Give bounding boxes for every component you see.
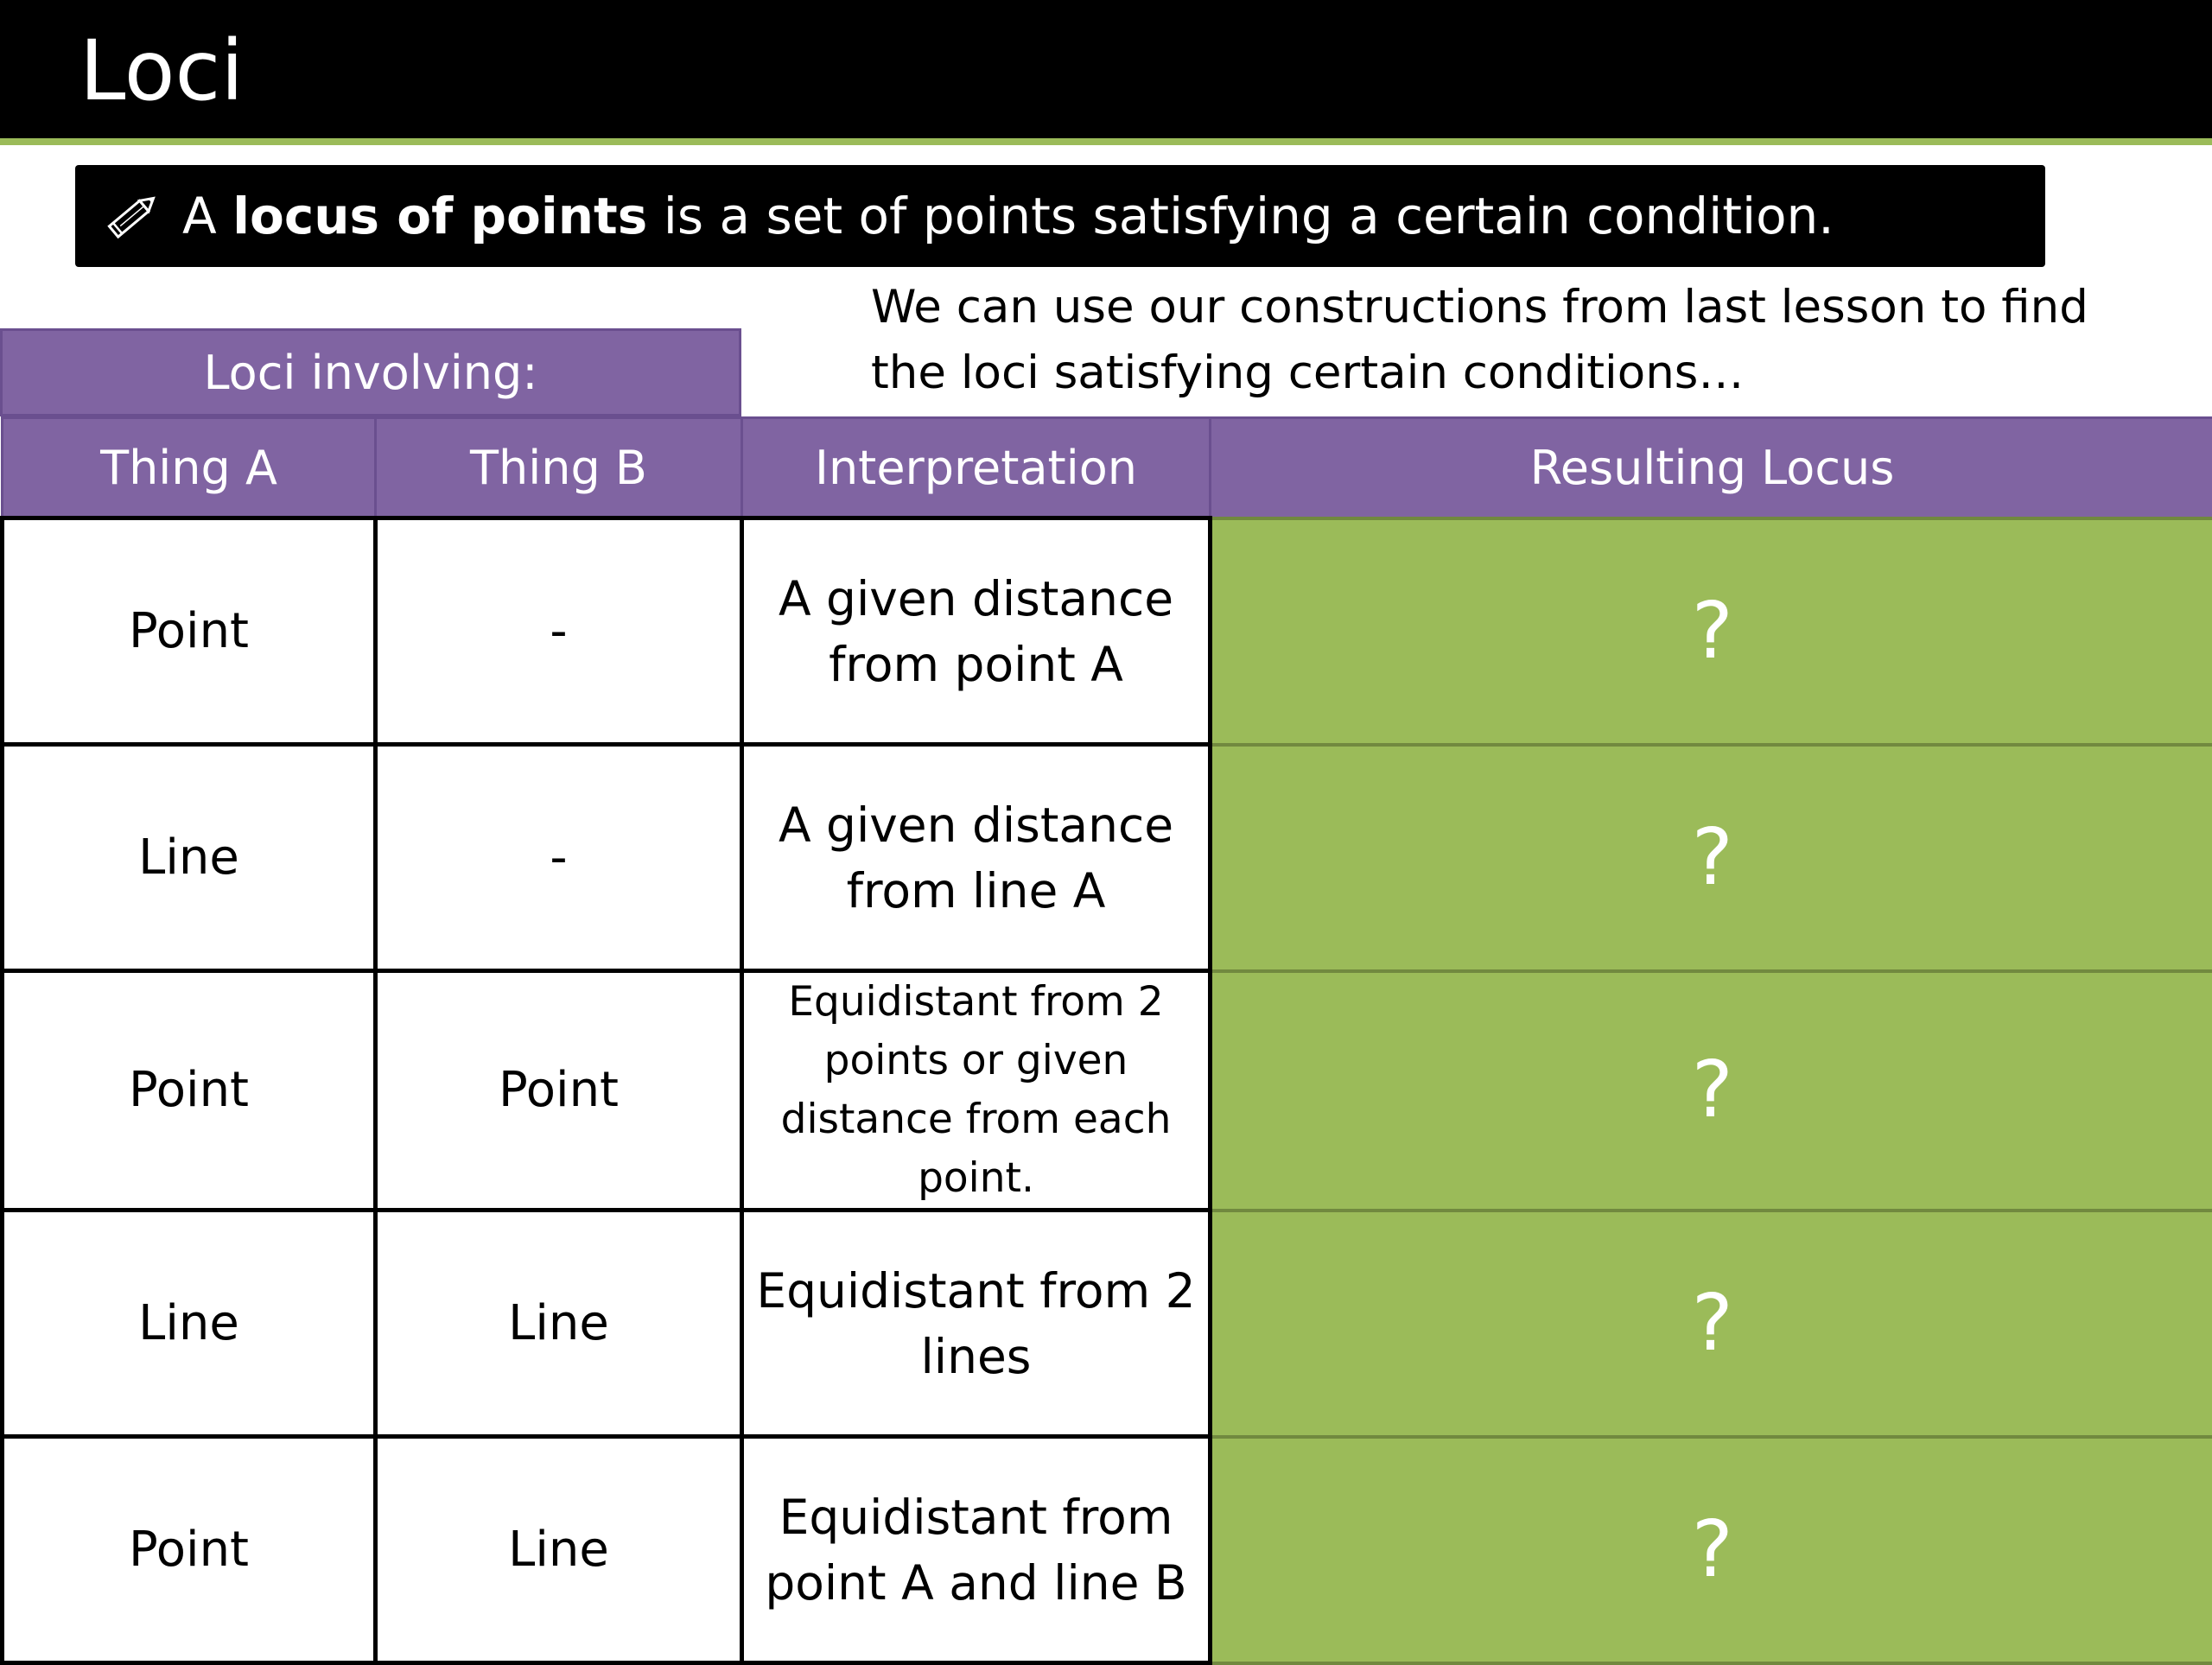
- cell-resulting-locus[interactable]: ?: [1211, 745, 2212, 971]
- loci-table: [0, 416, 2212, 1665]
- column-header-thing-b: Thing B: [376, 418, 742, 518]
- definition-term: locus of points: [232, 187, 647, 245]
- table-header-row: [3, 418, 2212, 518]
- column-header-resulting-locus: Resulting Locus: [1211, 418, 2212, 518]
- cell-resulting-locus[interactable]: ?: [1211, 1437, 2212, 1663]
- cell-thing-a: Line: [3, 745, 376, 971]
- cell-thing-b: -: [376, 745, 742, 971]
- page-title: Loci: [79, 19, 244, 123]
- intro-text: We can use our constructions from last lesson to find the loci satisfying certain conditions…: [871, 275, 2167, 406]
- cell-resulting-locus[interactable]: ?: [1211, 971, 2212, 1211]
- title-bar: [0, 0, 2212, 138]
- pencil-icon: [101, 185, 163, 247]
- table-row: [3, 518, 2212, 745]
- table-row: [3, 1211, 2212, 1437]
- definition-prefix: A: [182, 187, 217, 245]
- cell-thing-b: Point: [376, 971, 742, 1211]
- cell-thing-a: Point: [3, 971, 376, 1211]
- cell-thing-b: Line: [376, 1211, 742, 1437]
- title-underline: [0, 138, 2212, 145]
- loci-involving-header: Loci involving:: [0, 328, 741, 416]
- cell-thing-a: Point: [3, 1437, 376, 1663]
- cell-thing-b: -: [376, 518, 742, 745]
- cell-resulting-locus[interactable]: ?: [1211, 518, 2212, 745]
- table-row: [3, 1437, 2212, 1663]
- column-header-thing-a: Thing A: [3, 418, 376, 518]
- cell-thing-a: Line: [3, 1211, 376, 1437]
- table-row: [3, 745, 2212, 971]
- definition-text: is a set of points satisfying a certain condition.: [664, 187, 1834, 245]
- definition-box: [75, 165, 2045, 267]
- column-header-interpretation: Interpretation: [742, 418, 1211, 518]
- cell-resulting-locus[interactable]: ?: [1211, 1211, 2212, 1437]
- cell-interpretation: Equidistant from 2 lines: [742, 1211, 1211, 1437]
- cell-thing-a: Point: [3, 518, 376, 745]
- cell-interpretation: A given distance from line A: [742, 745, 1211, 971]
- cell-interpretation: Equidistant from 2 points or given distance from each point.: [742, 971, 1211, 1211]
- cell-thing-b: Line: [376, 1437, 742, 1663]
- cell-interpretation: Equidistant from point A and line B: [742, 1437, 1211, 1663]
- table-row: [3, 971, 2212, 1211]
- cell-interpretation: A given distance from point A: [742, 518, 1211, 745]
